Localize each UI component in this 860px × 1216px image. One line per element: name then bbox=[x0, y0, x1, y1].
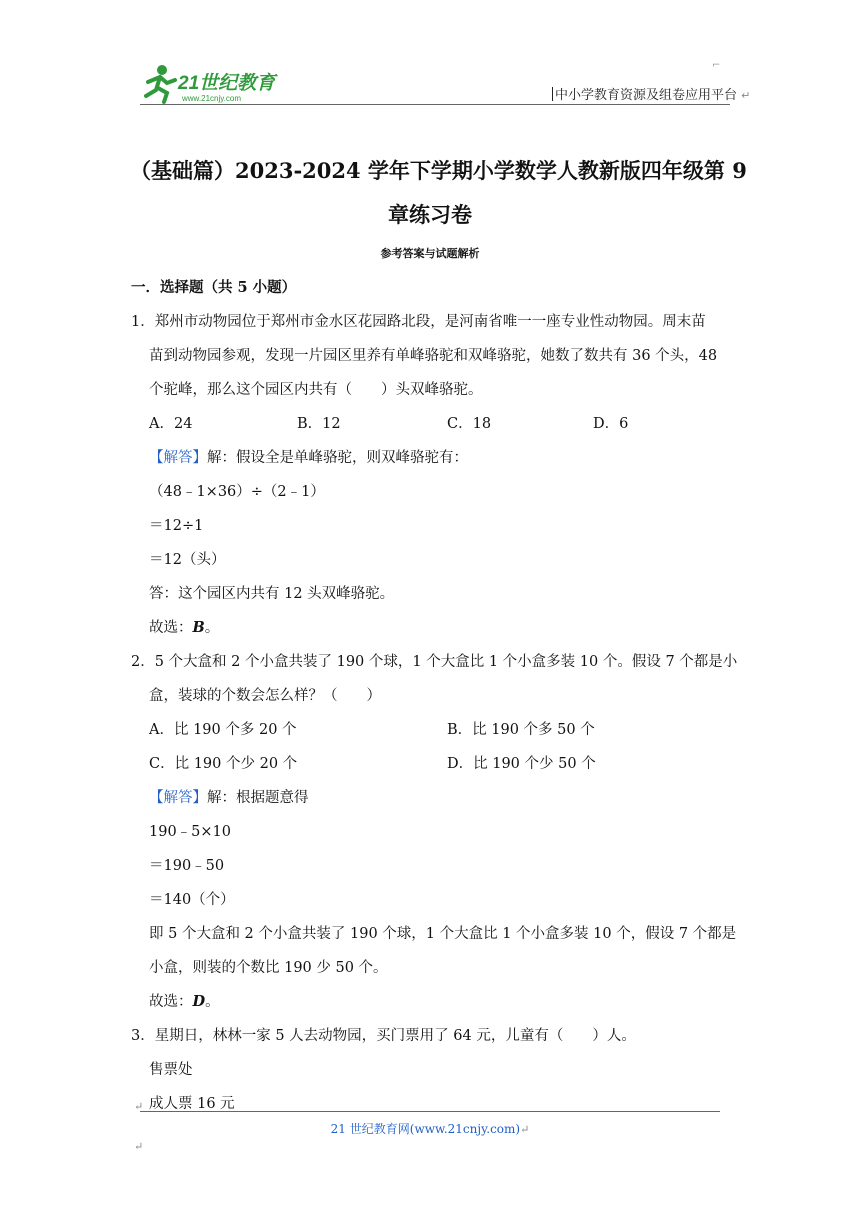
q1-option-b: B．12 bbox=[297, 416, 341, 432]
page-title-line1: （基础篇）2023-2024 学年下学期小学数学人教新版四年级第 9 bbox=[130, 158, 747, 183]
answer-choice: B bbox=[192, 619, 205, 636]
footer-divider bbox=[140, 1111, 720, 1112]
q2-step: 190﹣5×10 bbox=[149, 824, 232, 840]
q2-step: ＝140（个） bbox=[149, 892, 235, 908]
question-2-line: 2．5 个大盒和 2 个小盒共装了 190 个球，1 个大盒比 1 个小盒多装 10 个。假设 7 个都是小 bbox=[131, 654, 738, 670]
q2-option-d: D．比 190 个少 50 个 bbox=[447, 756, 596, 772]
q2-analysis bbox=[149, 786, 309, 807]
question-1-line: 苗到动物园参观，发现一片园区里养有单峰骆驼和双峰骆驼，她数了数共有 36 个头，48 bbox=[149, 348, 718, 364]
q2-option-c: C．比 190 个少 20 个 bbox=[149, 756, 298, 772]
q1-option-d: D．6 bbox=[593, 416, 629, 432]
q2-option-a: A．比 190 个多 20 个 bbox=[149, 722, 297, 738]
paragraph-mark: ↵ bbox=[134, 1140, 144, 1153]
answer-suffix: 。 bbox=[205, 994, 220, 1010]
q2-option-b: B．比 190 个多 50 个 bbox=[447, 722, 595, 738]
q1-analysis bbox=[149, 446, 468, 467]
answer-choice: D bbox=[192, 993, 206, 1010]
page-title-line2: 章练习卷 bbox=[388, 202, 472, 227]
q1-step: 答：这个园区内共有 12 头双峰骆驼。 bbox=[149, 586, 395, 602]
svg-text:21世纪教育: 21世纪教育 bbox=[178, 73, 276, 94]
analysis-tag: 【解答】 bbox=[149, 790, 207, 806]
answer-prefix: 故选： bbox=[149, 620, 193, 636]
paragraph-mark: ↵ bbox=[134, 1100, 144, 1113]
q1-step: ＝12（头） bbox=[149, 552, 226, 568]
svg-text:www.21cnjy.com: www.21cnjy.com bbox=[182, 94, 241, 103]
question-2-line: 盒，装球的个数会怎么样？（ ） bbox=[149, 688, 381, 704]
q2-step: ＝190﹣50 bbox=[149, 858, 225, 874]
ticket-office-label: 售票处 bbox=[149, 1062, 193, 1078]
platform-label: 中小学教育资源及组卷应用平台 ↵ bbox=[552, 84, 750, 103]
runner-logo-icon bbox=[140, 62, 290, 106]
q2-answer bbox=[149, 990, 220, 1011]
question-1-line: 1．郑州市动物园位于郑州市金水区花园路北段，是河南省唯一一座专业性动物园。周末苗 bbox=[131, 314, 706, 330]
answer-suffix: 。 bbox=[204, 620, 220, 636]
q1-step: ＝12÷1 bbox=[149, 518, 204, 534]
question-1-line: 个驼峰，那么这个园区内共有（ ）头双峰骆驼。 bbox=[149, 382, 483, 398]
q1-option-a: A．24 bbox=[149, 416, 193, 432]
analysis-tag: 【解答】 bbox=[149, 450, 207, 466]
site-logo bbox=[140, 62, 290, 106]
question-3-line: 3．星期日，林林一家 5 人去动物园，买门票用了 64 元，儿童有（ ）人。 bbox=[131, 1028, 636, 1044]
analysis-text: 解：根据题意得 bbox=[207, 790, 309, 806]
analysis-text: 解：假设全是单峰骆驼，则双峰骆驼有： bbox=[207, 450, 468, 466]
q2-step: 小盒，则装的个数比 190 少 50 个。 bbox=[149, 960, 388, 976]
section-heading: 一．选择题（共 5 小题） bbox=[131, 279, 297, 296]
corner-mark: ⌐ bbox=[712, 60, 721, 71]
page-subtitle: 参考答案与试题解析 bbox=[380, 247, 480, 260]
header-divider bbox=[140, 104, 730, 105]
footer-text: 21 世纪教育网(www.21cnjy.com)↵ bbox=[330, 1122, 530, 1136]
q1-option-c: C．18 bbox=[447, 416, 492, 432]
adult-ticket-price: 成人票 16 元 bbox=[149, 1096, 235, 1112]
q1-answer bbox=[149, 616, 219, 637]
answer-prefix: 故选： bbox=[149, 994, 193, 1010]
q2-step: 即 5 个大盒和 2 个小盒共装了 190 个球，1 个大盒比 1 个小盒多装 10 个，假设 7 个都是 bbox=[149, 926, 737, 942]
q1-step: （48﹣1×36）÷（2﹣1） bbox=[149, 484, 325, 500]
